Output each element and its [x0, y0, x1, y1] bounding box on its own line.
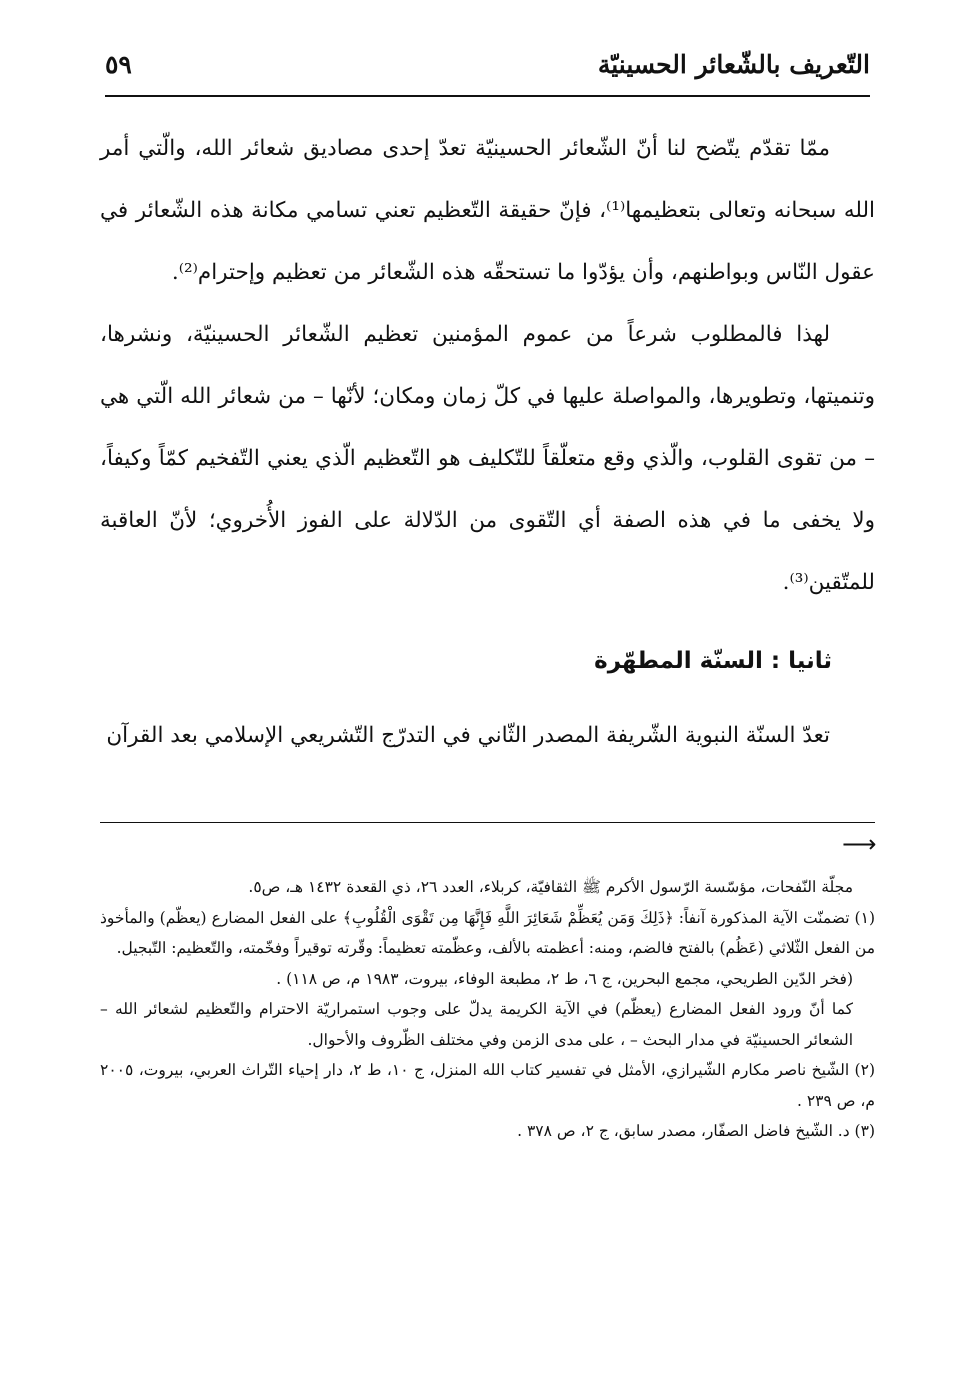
footnote-1-continued: كما أنّ ورود الفعل المضارع (يعظّم) في الآية الكريمة يدلّ على وجوب استمراريّة الاحترام والتّعظيم لشعائر الله – الشعائر الحسينيّة في مدار البحث – ، على مدى الزمن وفي مختلف الظّروف والأحوال.: [100, 1000, 853, 1049]
page-number: ٥٩: [105, 50, 132, 79]
footnotes: [100, 872, 875, 1147]
header-rule: [105, 95, 870, 97]
footnote-1-reference: (فخر الدّين الطريحي، مجمع البحرين، ج ٦، ط ٢، مطبعة الوفاء، بيروت، ١٩٨٣ م، ص ١١٨) .: [276, 969, 853, 988]
section-paragraph: تعدّ السنّة النبوية الشّريفة المصدر الثّاني في التدرّج التّشريعي الإسلامي بعد القرآن: [106, 723, 830, 748]
body-paragraph-2: لهذا فالمطلوب شرعاً من عموم المؤمنين تعظيم الشّعائر الحسينيّة، ونشرها، وتنميتها، وتطويرها، والمواصلة عليها في كلّ زمان ومكان؛ لأنّها – من شعائر الله الّتي هي – من تقوى القلوب، والّذي وقع متعلّقاً للتّكليف هو التّعظيم الّذي يعني التّفخيم كمّاً وكيفاً، ولا يخفى ما في هذه الصفة أي التّقوى من الدّلالة على الفوز الأُخروي؛ لأنّ العاقبة للمتّقين⁽³⁾.: [100, 322, 875, 595]
section-heading: ثانيا : السنّة المطهّرة: [594, 648, 832, 674]
main-text: [100, 118, 875, 614]
footnote-1: (١) تضمنّت الآية المذكورة آنفاً: ﴿ذَلِكَ وَمَن يُعَظِّمْ شَعَائِرَ اللَّهِ فَإِنَّهَا مِن تَقْوَى الْقُلُوبِ﴾ على الفعل المضارع (يعظّم) والمأخوذ من الفعل الثّلاثي (عَظُم) بالفتح فالضم، ومنه: أعظمته بالألف، وعظّمته تعظيماً: وقّرته توقيراً وفخّمته، والتّعظيم: التّبجيل.: [100, 908, 875, 957]
footnote-2: (٢) الشّيخ ناصر مكارم الشّيرازي، الأمثل في تفسير كتاب الله المنزل، ج ١٠، ط ٢، دار إحياء التّراث العربي، بيروت، ٢٠٠٥ م، ص ٢٣٩ .: [100, 1061, 875, 1110]
body-paragraph-1: ممّا تقدّم يتّضح لنا أنّ الشّعائر الحسينيّة تعدّ إحدى مصاديق شعائر الله، والّتي أمر الله سبحانه وتعالى بتعظيمها⁽¹⁾، فإنّ حقيقة التّعظيم تعني تسامي مكانة هذه الشّعائر في عقول النّاس وبواطنهم، وأن يؤدّوا ما تستحقّه هذه الشّعائر من تعظيم وإحترام⁽²⁾.: [100, 136, 876, 285]
running-header: [105, 50, 870, 96]
footnote-rule: [100, 822, 875, 823]
continuation-arrow-icon: ⟶: [842, 830, 877, 858]
footnote-carryover: مجلّة النّفحات، مؤسّسة الرّسول الأكرم ﷺ الثقافيّة، كربلاء، العدد ٢٦، ذي القعدة ١٤٣٢ هـ، ص٥.: [248, 878, 853, 896]
running-title: التّعريف بالشّعائر الحسينيّة: [597, 50, 870, 79]
footnote-3: (٣) د. الشّيخ فاضل الصفّار، مصدر سابق، ج ٢، ص ٣٧٨ .: [517, 1122, 875, 1140]
